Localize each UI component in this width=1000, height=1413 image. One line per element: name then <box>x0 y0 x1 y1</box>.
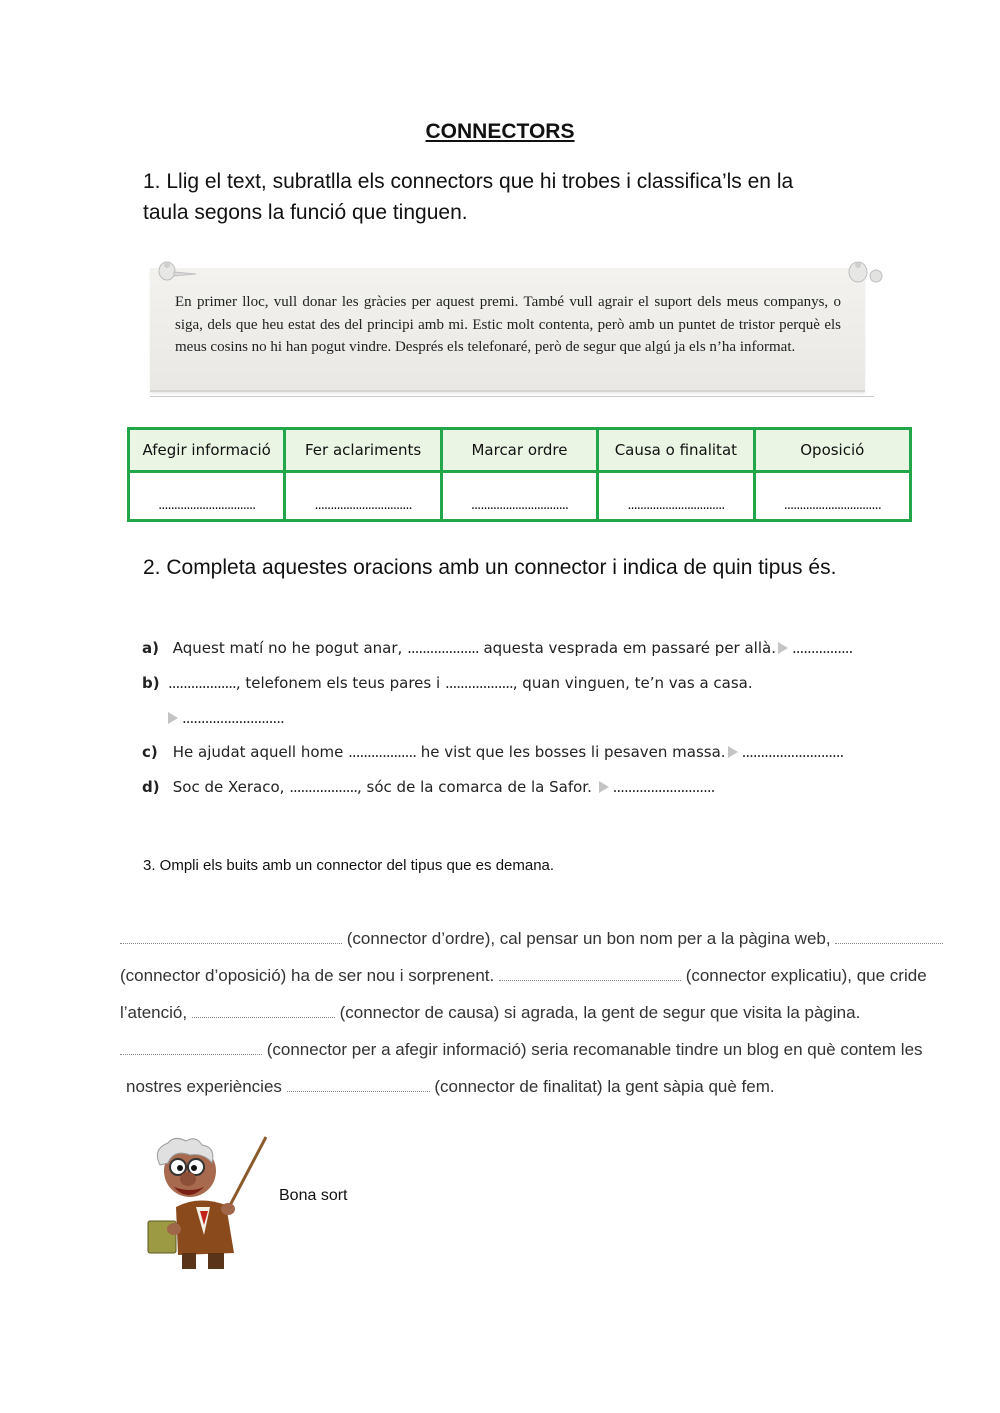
sentence-text: , quan vinguen, te’n vas a casa. <box>512 674 753 692</box>
fill-text: l’atenció, <box>120 1003 188 1022</box>
blank[interactable]: ........................... <box>612 778 715 796</box>
table-header: Marcar ordre <box>441 429 597 472</box>
professor-cartoon-icon <box>138 1135 278 1270</box>
blank-line[interactable] <box>120 942 342 944</box>
scroll-ornament-left-icon <box>152 259 200 285</box>
triangle-arrow-icon <box>778 642 788 654</box>
sentence-d <box>142 778 714 796</box>
blank-line[interactable] <box>120 1053 262 1055</box>
scroll-ornament-right-icon <box>840 259 888 287</box>
sentence-text: He ajudat aquell home <box>172 743 344 761</box>
blank[interactable]: .................. <box>348 743 416 761</box>
triangle-arrow-icon <box>728 746 738 758</box>
fill-text: (connector explicatiu), que cride <box>685 966 927 985</box>
blank[interactable]: ........................... <box>741 743 844 761</box>
sentence-text: he vist que les bosses li pesaven massa. <box>420 743 726 761</box>
blank-line[interactable] <box>835 942 943 944</box>
question-3-prompt: 3. Ompli els buits amb un connector del tipus que es demana. <box>143 857 555 874</box>
answer-cell[interactable]: ............................... <box>441 472 597 521</box>
blank-line[interactable] <box>287 1090 430 1092</box>
blank-line[interactable] <box>499 979 681 981</box>
blank[interactable]: .................. <box>289 778 358 796</box>
fill-text: nostres experiències <box>126 1077 282 1096</box>
fill-line-3 <box>120 1003 950 1023</box>
triangle-arrow-icon <box>599 781 609 793</box>
triangle-arrow-icon <box>168 712 178 724</box>
table-header: Causa o finalitat <box>598 429 754 472</box>
blank[interactable]: .................. <box>444 674 513 692</box>
blank[interactable]: .................. <box>168 674 236 692</box>
blank[interactable]: ................ <box>791 639 853 657</box>
closing-text: Bona sort <box>279 1187 348 1204</box>
page-title: CONNECTORS <box>425 120 575 143</box>
blank[interactable]: ........................... <box>182 709 284 727</box>
table-header: Fer aclariments <box>285 429 441 472</box>
fill-line-1 <box>120 929 950 949</box>
blank[interactable]: ................... <box>407 639 479 657</box>
connectors-table <box>127 427 912 522</box>
question-1-prompt: 1. Llig el text, subratlla els connectors que hi trobes i classifica’ls en la taula segons la funció que tinguen. <box>143 170 794 224</box>
fill-text: (connector d’ordre), cal pensar un bon nom per a la pàgina web, <box>346 929 831 948</box>
answer-cell[interactable]: ............................... <box>754 472 910 521</box>
fill-line-5 <box>126 1077 956 1097</box>
sentence-text: Aquest matí no he pogut anar, <box>172 639 403 657</box>
sentence-c <box>142 743 843 761</box>
fill-line-4 <box>120 1040 950 1060</box>
fill-text: (connector de causa) si agrada, la gent de segur que visita la pàgina. <box>339 1003 861 1022</box>
sentence-b-type <box>166 709 284 727</box>
item-label: a) <box>142 639 159 657</box>
answer-cell[interactable]: ............................... <box>129 472 285 521</box>
fill-line-2 <box>120 966 950 986</box>
sentence-text: , sóc de la comarca de la Safor. <box>357 778 592 796</box>
fill-text: (connector per a afegir informació) seria recomanable tindre un blog en què contem les <box>266 1040 923 1059</box>
answer-cell[interactable]: ............................... <box>598 472 754 521</box>
divider <box>150 396 874 397</box>
table-header: Oposició <box>754 429 910 472</box>
item-label: c) <box>142 743 158 761</box>
blank-line[interactable] <box>192 1016 335 1018</box>
item-label: b) <box>142 674 160 692</box>
sentence-text: , telefonem els teus pares i <box>235 674 441 692</box>
answer-cell[interactable]: ............................... <box>285 472 441 521</box>
sentence-a <box>142 639 852 657</box>
fill-text: (connector de finalitat) la gent sàpia què fem. <box>434 1077 775 1096</box>
item-label: d) <box>142 778 160 796</box>
question-2-prompt: 2. Completa aquestes oracions amb un connector i indica de quin tipus és. <box>143 556 837 579</box>
sentence-text: Soc de Xeraco, <box>172 778 285 796</box>
table-header: Afegir informació <box>129 429 285 472</box>
reading-passage: En primer lloc, vull donar les gràcies per aquest premi. També vull agrair el suport dels meus companys, o siga, dels que heu estat des del principi amb mi. Estic molt contenta, però amb un puntet de tristor perquè els meus cosins no hi han pogut vindre. Després els telefonaré, però de segur que algú ja els n’ha informat. <box>175 294 841 355</box>
sentence-text: aquesta vesprada em passaré per allà. <box>483 639 776 657</box>
fill-text: (connector d’oposició) ha de ser nou i sorprenent. <box>120 966 495 985</box>
sentence-b <box>142 674 753 692</box>
